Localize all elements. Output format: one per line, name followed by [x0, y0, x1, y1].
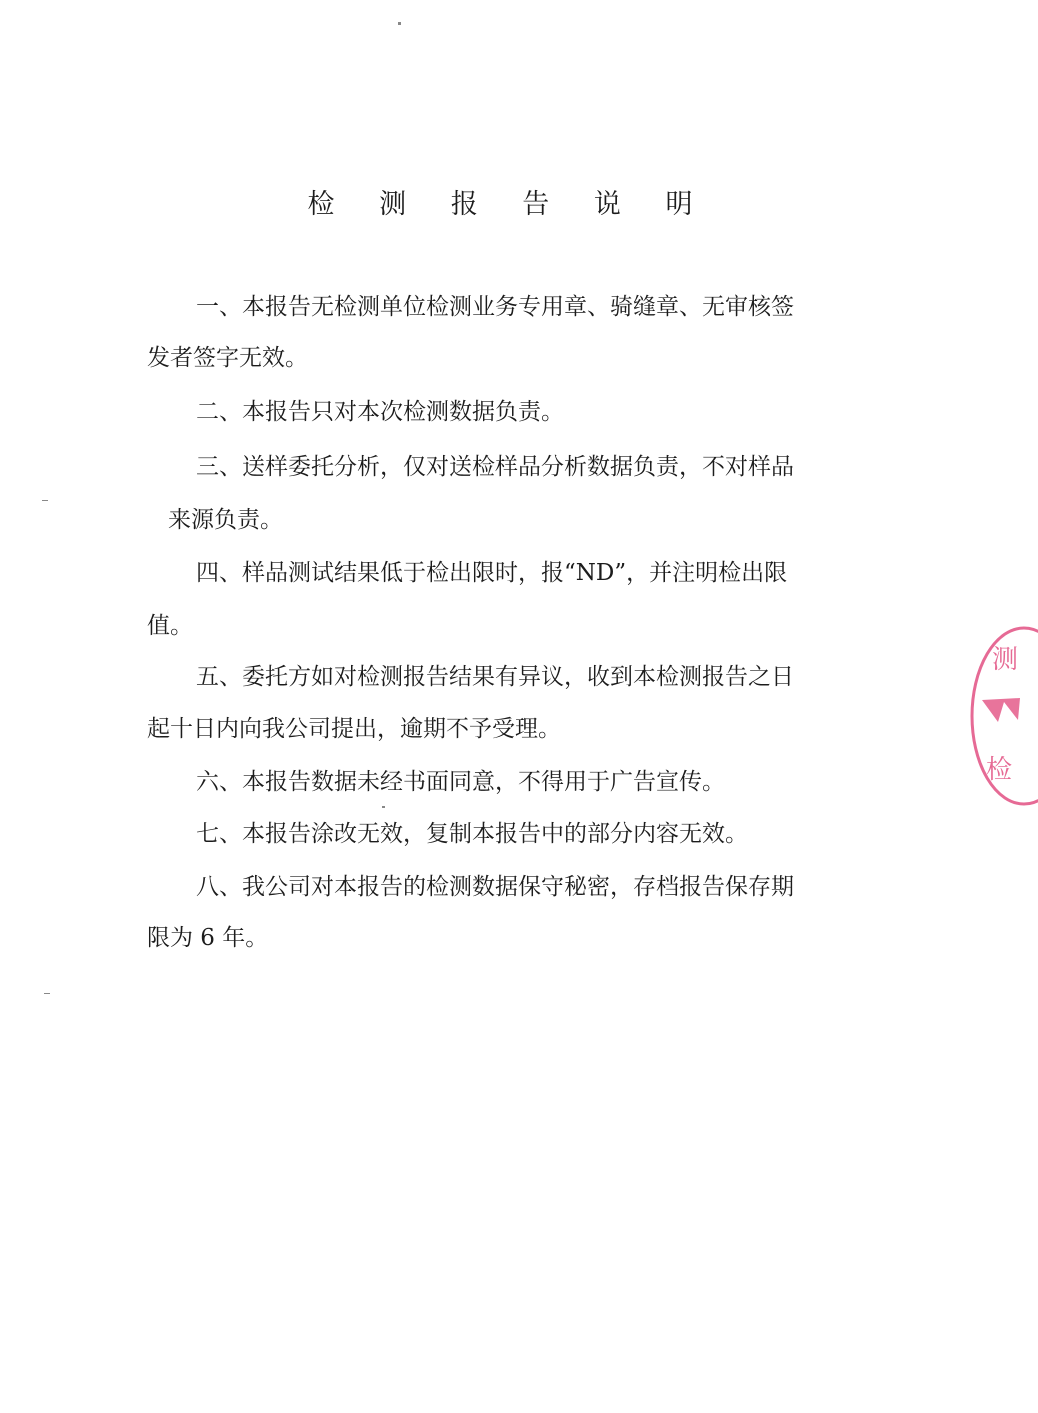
item-7-line-1: 七、本报告涂改无效，复制本报告中的部分内容无效。 — [196, 821, 748, 847]
official-seal-stamp — [964, 618, 1038, 814]
item-5-line-2: 起十日内向我公司提出，逾期不予受理。 — [147, 716, 561, 742]
item-4-line-1: 四、样品测试结果低于检出限时，报“ND”，并注明检出限 — [196, 560, 788, 586]
item-1-line-1: 一、本报告无检测单位检测业务专用章、骑缝章、无审核签 — [196, 294, 794, 320]
seal-text-bottom: 检 — [986, 755, 1013, 785]
item-6-line-1: 六、本报告数据未经书面同意，不得用于广告宣传。 — [196, 769, 725, 795]
scan-speck — [42, 500, 48, 501]
scan-speck — [398, 22, 401, 25]
scan-speck — [44, 993, 50, 994]
item-8-line-1: 八、我公司对本报告的检测数据保守秘密，存档报告保存期 — [196, 874, 794, 900]
item-1-line-2: 发者签字无效。 — [147, 345, 308, 371]
item-5-line-1: 五、委托方如对检测报告结果有异议，收到本检测报告之日 — [196, 664, 794, 690]
seal-text-top: 测 — [992, 645, 1019, 675]
item-3-line-1: 三、送样委托分析，仅对送检样品分析数据负责，不对样品 — [196, 454, 794, 480]
item-2-line-1: 二、本报告只对本次检测数据负责。 — [196, 399, 564, 425]
item-8-line-2: 限为 6 年。 — [147, 925, 269, 951]
item-3-line-2: 来源负责。 — [168, 507, 283, 533]
item-4-line-2: 值。 — [147, 613, 193, 639]
scan-speck — [382, 806, 385, 808]
page-title: 检 测 报 告 说 明 — [307, 189, 711, 220]
